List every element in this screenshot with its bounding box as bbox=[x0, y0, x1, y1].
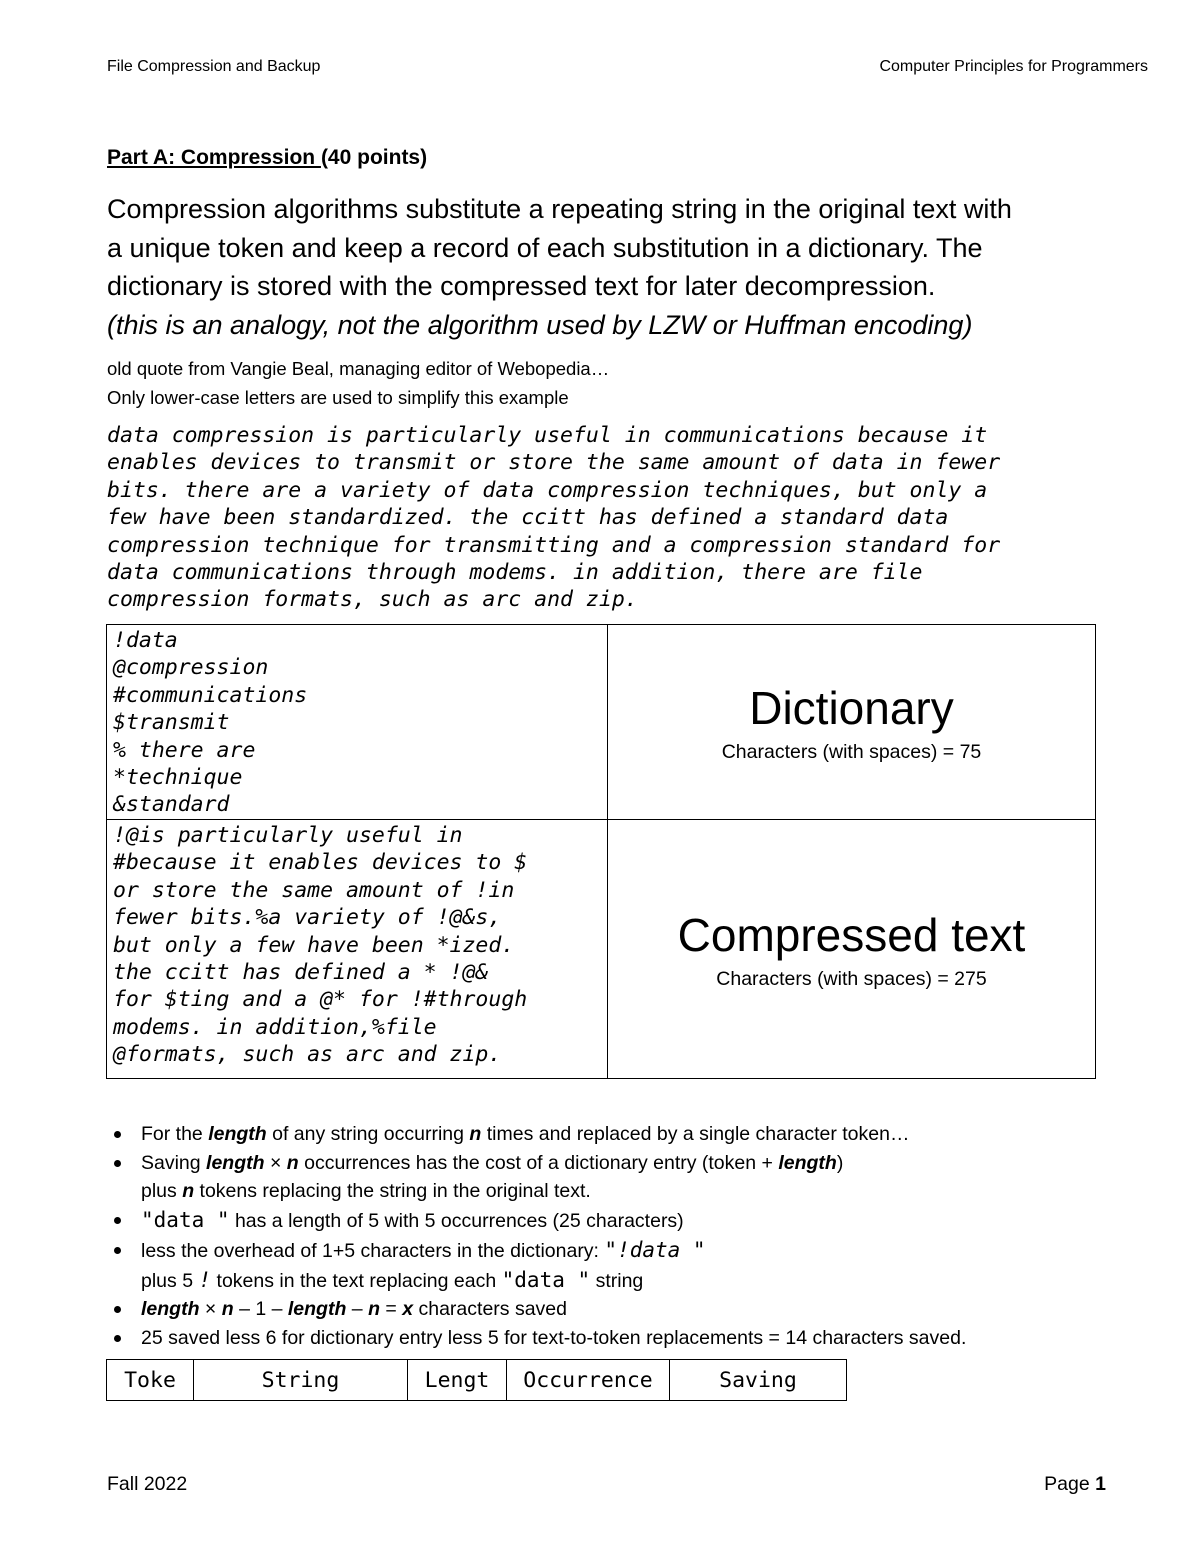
bullet-text: – 1 – bbox=[233, 1298, 288, 1321]
quote-attribution bbox=[107, 354, 609, 412]
bullet-item bbox=[107, 1295, 1107, 1324]
passage-line: few have been standardized. the ccitt has defined a standard data bbox=[107, 505, 949, 531]
bullet-quote: " bbox=[692, 1237, 706, 1262]
bullet-text: ) bbox=[836, 1151, 844, 1174]
dictionary-label-cell bbox=[608, 625, 1096, 820]
bullet-continuation bbox=[141, 1177, 1107, 1206]
bullet-quote: " bbox=[501, 1267, 515, 1292]
column-header-length: Lengt bbox=[408, 1360, 507, 1401]
intro-paragraph bbox=[107, 190, 1117, 344]
bullet-keyword: n bbox=[182, 1180, 195, 1203]
savings-bullet-list bbox=[107, 1120, 1107, 1353]
bullet-text: × bbox=[264, 1151, 287, 1174]
bullet-keyword: length bbox=[208, 1123, 267, 1145]
bullet-text: – bbox=[346, 1298, 369, 1321]
bullet-keyword: length bbox=[287, 1298, 347, 1321]
dictionary-entry: @compression bbox=[113, 655, 269, 681]
bullet-text: has a length of 5 with 5 occurrences (25 characters) bbox=[229, 1210, 684, 1233]
dictionary-char-count: Characters (with spaces) = 75 bbox=[721, 740, 982, 763]
bullet-keyword: x bbox=[402, 1298, 414, 1321]
compressed-line: !@is particularly useful in bbox=[113, 823, 463, 848]
bullet-code: data bbox=[514, 1267, 578, 1292]
passage-line: data compression is particularly useful in communications because it bbox=[107, 423, 988, 448]
dictionary-entries bbox=[107, 625, 608, 820]
compressed-line: #because it enables devices to $ bbox=[113, 850, 528, 876]
bullet-item bbox=[107, 1149, 1107, 1206]
quote-source: old quote from Vangie Beal, managing editor of Webopedia… bbox=[107, 358, 610, 379]
bullet-code: ! bbox=[198, 1267, 212, 1292]
compressed-line: or store the same amount of !in bbox=[113, 877, 515, 903]
bullet-keyword: n bbox=[368, 1298, 380, 1321]
compressed-line: modems. in addition,%file bbox=[113, 1014, 437, 1040]
dictionary-row bbox=[107, 625, 1096, 820]
compressed-text-label: Compressed text bbox=[677, 908, 1026, 961]
dictionary-entry: !data bbox=[113, 628, 178, 653]
intro-line: dictionary is stored with the compressed text for later decompression. bbox=[107, 271, 936, 301]
compressed-text-row bbox=[107, 820, 1096, 1079]
part-a-title bbox=[107, 146, 427, 170]
column-header-occurrence: Occurrence bbox=[507, 1360, 670, 1401]
compressed-line: @formats, such as arc and zip. bbox=[113, 1042, 502, 1068]
bullet-quote: " bbox=[577, 1267, 591, 1292]
passage-line: bits. there are a variety of data compression techniques, but only a bbox=[107, 477, 988, 503]
page-number: 1 bbox=[1095, 1473, 1106, 1495]
part-a-points: (40 points) bbox=[320, 146, 428, 169]
bullet-text: plus 5 bbox=[141, 1269, 199, 1292]
bullet-keyword: length bbox=[141, 1298, 200, 1321]
bullet-code: !data bbox=[617, 1237, 693, 1262]
token-savings-table bbox=[106, 1359, 847, 1401]
bullet-text: = bbox=[379, 1298, 403, 1321]
column-header-saving: Saving bbox=[670, 1360, 847, 1401]
intro-line: Compression algorithms substitute a repeating string in the original text with bbox=[107, 194, 1012, 224]
passage-line: enables devices to transmit or store the same amount of data in fewer bbox=[107, 450, 1001, 476]
bullet-text: 25 saved less 6 for dictionary entry less 5 for text-to-token replacements = 14 characters saved. bbox=[141, 1326, 967, 1349]
passage-line: compression formats, such as arc and zip. bbox=[107, 587, 638, 613]
header-course-topic: File Compression and Backup bbox=[107, 58, 321, 75]
dictionary-label: Dictionary bbox=[749, 681, 954, 734]
lowercase-note: Only lower-case letters are used to simplify this example bbox=[107, 387, 569, 408]
passage-line: compression technique for transmitting and a compression standard for bbox=[107, 532, 1001, 558]
bullet-text: string bbox=[590, 1269, 644, 1292]
bullet-keyword: n bbox=[469, 1123, 482, 1145]
compressed-line: but only a few have been *ized. bbox=[113, 932, 515, 958]
bullet-keyword: n bbox=[221, 1298, 234, 1321]
dictionary-entry: &standard bbox=[113, 792, 230, 818]
compression-table bbox=[106, 624, 1096, 1079]
compressed-line: fewer bits.%a variety of !@&s, bbox=[113, 905, 502, 931]
bullet-text: occurrences has the cost of a dictionary entry (token + bbox=[298, 1151, 779, 1174]
bullet-text: × bbox=[199, 1298, 222, 1321]
dictionary-entry: *technique bbox=[113, 765, 243, 791]
compressed-line: the ccitt has defined a * !@& bbox=[113, 960, 489, 986]
bullet-text: times and replaced by a single character token… bbox=[481, 1123, 910, 1145]
column-header-token: Toke bbox=[107, 1360, 194, 1401]
bullet-quote: " bbox=[604, 1237, 618, 1262]
header-course-name: Computer Principles for Programmers bbox=[879, 58, 1148, 75]
bullet-text: tokens replacing the string in the original text. bbox=[194, 1180, 591, 1203]
dictionary-entry: % there are bbox=[113, 737, 256, 763]
bullet-text: plus bbox=[141, 1180, 183, 1203]
token-table-header-row bbox=[107, 1360, 847, 1401]
footer-term: Fall 2022 bbox=[107, 1473, 188, 1495]
dictionary-entry: $transmit bbox=[113, 710, 230, 736]
bullet-text: of any string occurring bbox=[266, 1123, 470, 1145]
bullet-text: less the overhead of 1+5 characters in the dictionary: bbox=[141, 1239, 605, 1262]
compressed-text-content bbox=[107, 820, 608, 1079]
bullet-quote: " bbox=[216, 1208, 230, 1233]
bullet-keyword: length bbox=[206, 1151, 265, 1174]
bullet-keyword: n bbox=[286, 1151, 299, 1174]
compressed-char-count: Characters (with spaces) = 275 bbox=[716, 967, 987, 990]
intro-line: a unique token and keep a record of each substitution in a dictionary. The bbox=[107, 232, 983, 263]
column-header-string: String bbox=[194, 1360, 408, 1401]
bullet-text: For the bbox=[141, 1123, 209, 1145]
intro-analogy-note: (this is an analogy, not the algorithm used by LZW or Huffman encoding) bbox=[107, 309, 973, 340]
original-text-passage bbox=[107, 422, 1107, 614]
bullet-text: tokens in the text replacing each bbox=[211, 1269, 502, 1292]
passage-line: data communications through modems. in addition, there are file bbox=[107, 560, 923, 586]
bullet-text: characters saved bbox=[413, 1298, 567, 1321]
bullet-item bbox=[107, 1236, 1107, 1295]
footer-page-number bbox=[1044, 1473, 1106, 1496]
part-a-title-text: Part A: Compression bbox=[107, 146, 321, 169]
dictionary-entry: #communications bbox=[113, 682, 308, 708]
bullet-text: Saving bbox=[141, 1151, 207, 1174]
bullet-keyword: length bbox=[778, 1151, 837, 1174]
bullet-code: data bbox=[153, 1208, 217, 1233]
bullet-item bbox=[107, 1206, 1107, 1236]
compressed-label-cell bbox=[608, 820, 1096, 1079]
page-label: Page bbox=[1044, 1473, 1096, 1495]
bullet-item bbox=[107, 1120, 1107, 1149]
bullet-item bbox=[107, 1324, 1107, 1353]
bullet-continuation bbox=[141, 1266, 1107, 1296]
bullet-quote: " bbox=[141, 1208, 154, 1233]
compressed-line: for $ting and a @* for !#through bbox=[113, 987, 528, 1013]
